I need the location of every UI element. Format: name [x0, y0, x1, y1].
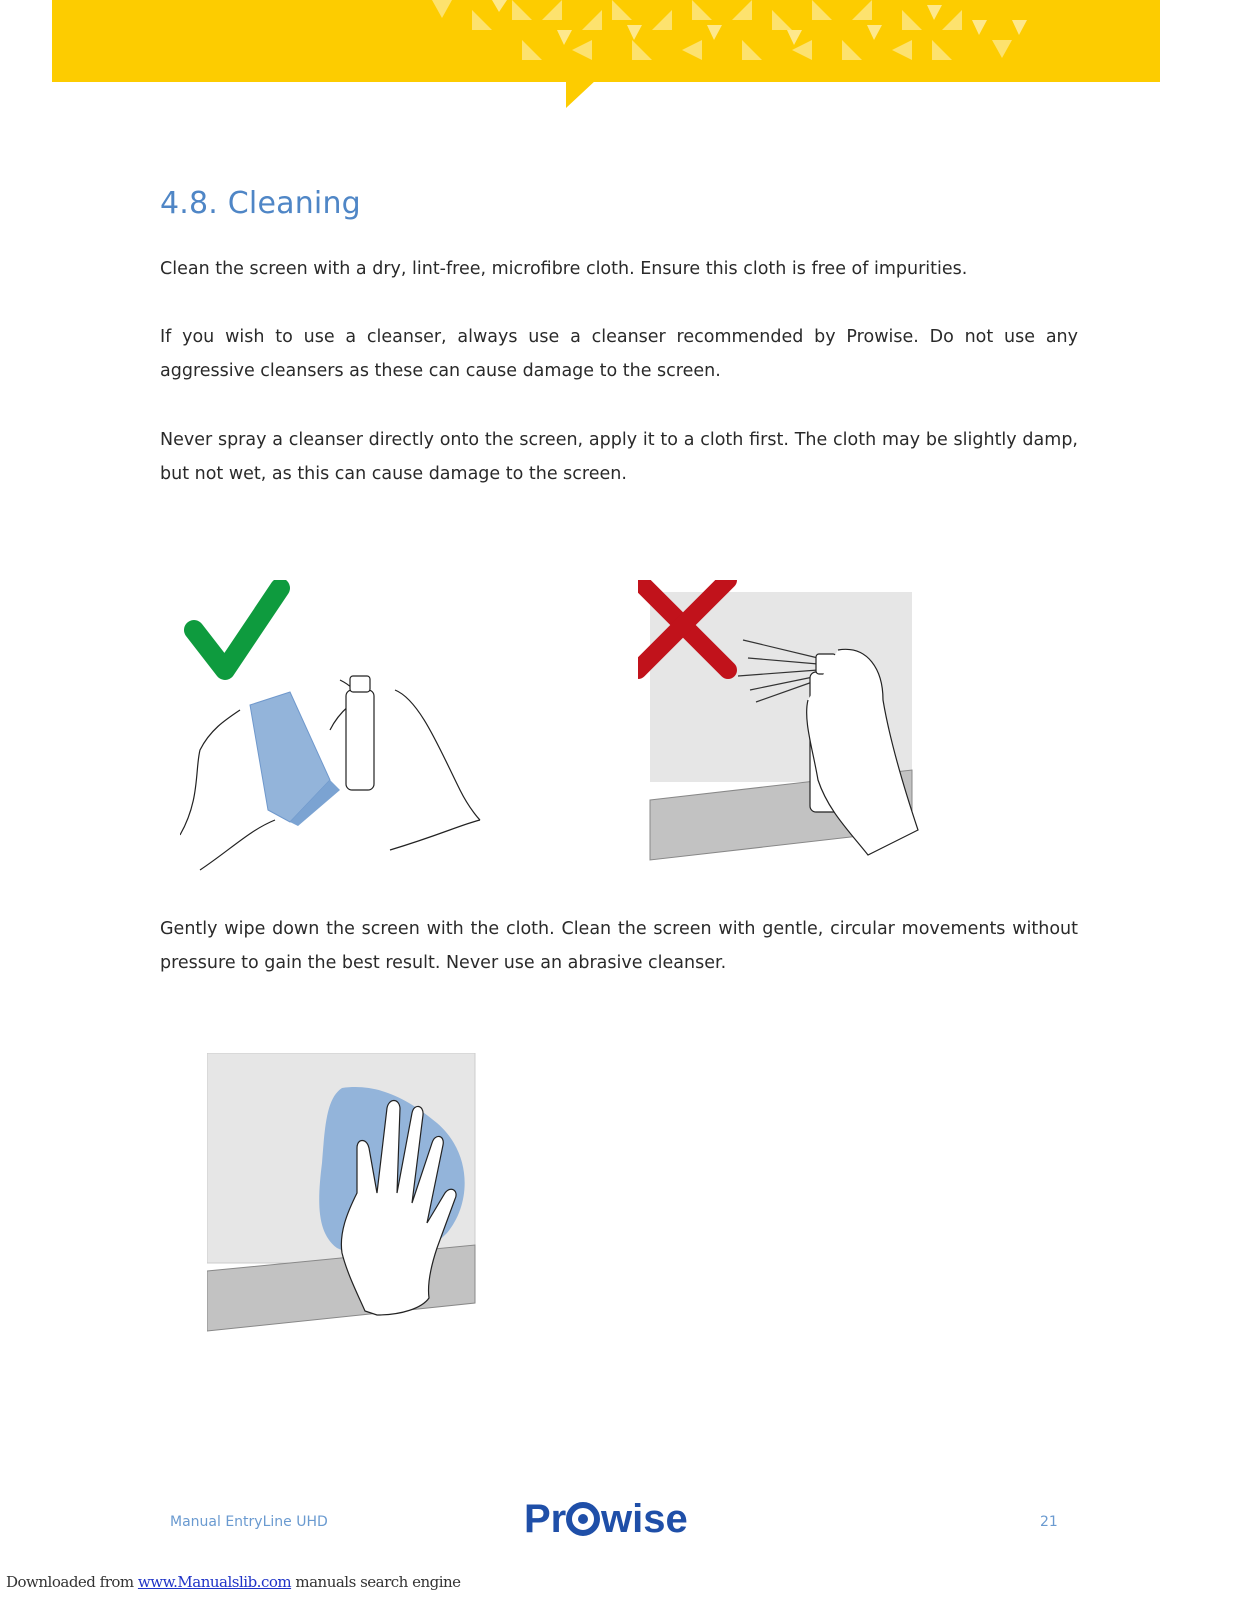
download-notice: [6, 1573, 461, 1591]
footer-page-number: 21: [1040, 1514, 1058, 1530]
logo-mark: [524, 1496, 704, 1542]
paragraph-spray-warning: Never spray a cleanser directly onto the screen, apply it to a cloth first. The cloth may be slightly damp, but not wet, as this can cause damage to the screen.: [160, 430, 1078, 484]
illustration-wrong-method: [638, 580, 928, 870]
download-suffix: manuals search engine: [291, 1573, 461, 1591]
checkmark-icon: [194, 588, 280, 670]
banner-pointer: [566, 80, 596, 108]
prowise-logo: [524, 1496, 704, 1542]
logo-text-wise: wise: [601, 1497, 688, 1541]
paragraph-wipe-instructions: Gently wipe down the screen with the cloth. Clean the screen with gentle, circular movements without pressure to gain the best result. Never use an abrasive cleanser.: [160, 919, 1078, 973]
manualslib-link[interactable]: www.Manualslib.com: [137, 1573, 292, 1591]
section-title: 4.8. Cleaning: [160, 186, 361, 221]
paragraph-cleanser: If you wish to use a cleanser, always use a cleanser recommended by Prowise. Do not use any aggressive cleansers as these can cause damage to the screen.: [160, 327, 1078, 381]
illustration-wiping: [207, 1053, 477, 1333]
logo-text-pr: Pr: [524, 1497, 567, 1541]
paragraph-cloth: Clean the screen with a dry, lint-free, microfibre cloth. Ensure this cloth is free of impurities.: [160, 259, 968, 279]
header-banner: [52, 0, 1160, 82]
download-prefix: Downloaded from: [6, 1573, 138, 1591]
banner-pattern: [52, 0, 1160, 82]
illustration-correct-method: [180, 580, 490, 880]
footer-manual-name: Manual EntryLine UHD: [170, 1514, 328, 1530]
